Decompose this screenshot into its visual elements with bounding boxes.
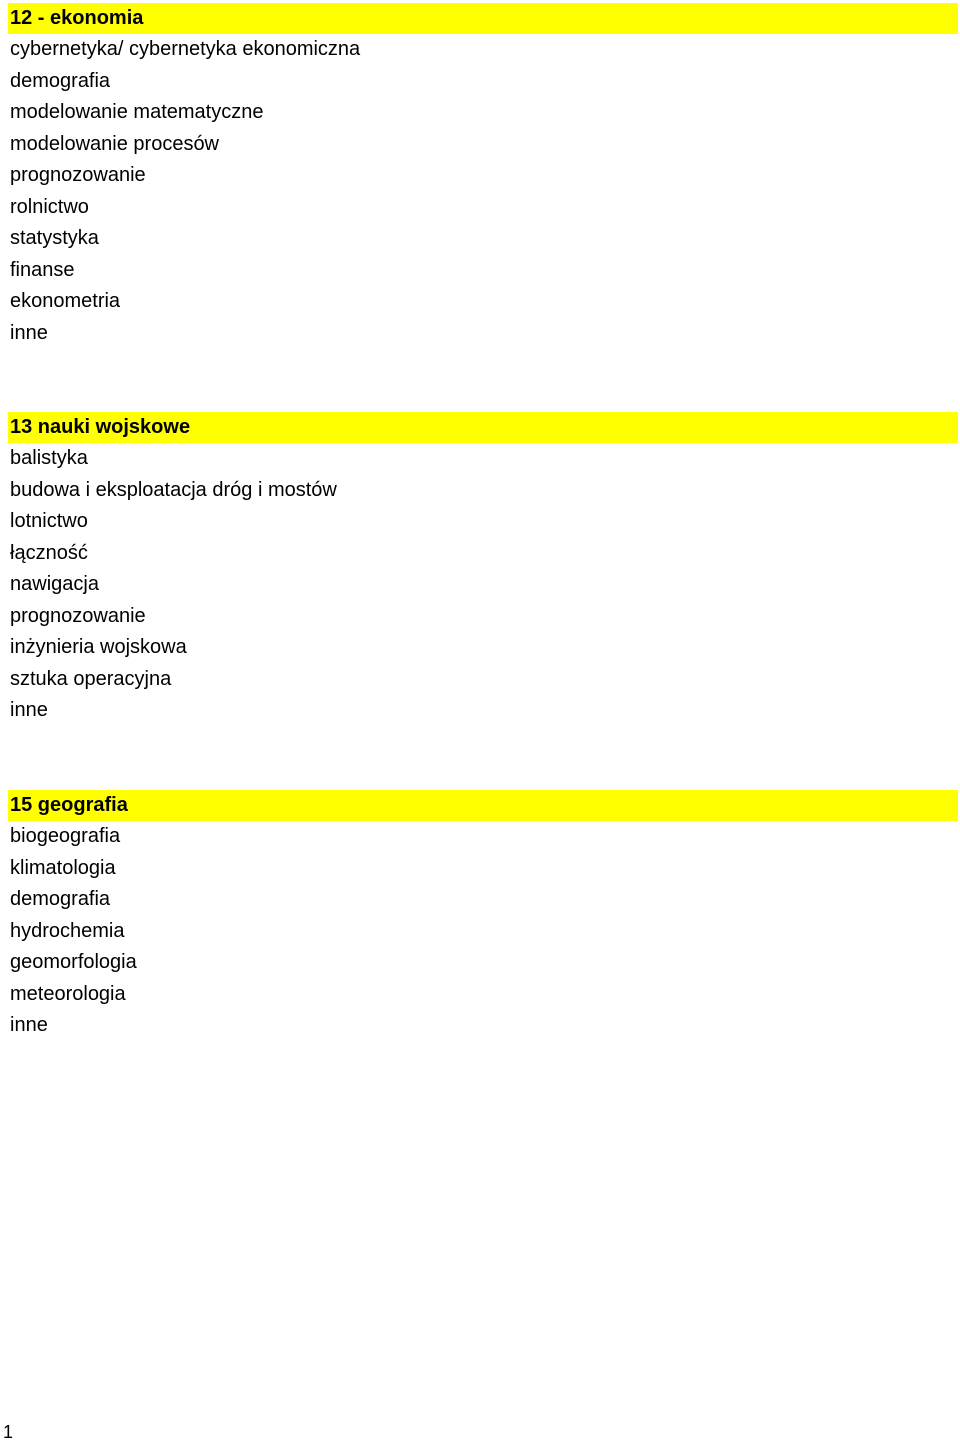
section-heading: 12 - ekonomia (8, 3, 958, 34)
list-item: nawigacja (10, 573, 99, 595)
list-item: inżynieria wojskowa (10, 636, 187, 658)
list-item: prognozowanie (10, 604, 146, 627)
list-item: rolnictwo (10, 195, 89, 218)
section-heading: 15 geografia (8, 790, 958, 821)
section-geografia (0, 790, 960, 1042)
page-number: 1 (3, 1422, 14, 1442)
list-item: meteorologia (10, 982, 126, 1005)
list-item: cybernetyka/ cybernetyka ekonomiczna (10, 38, 361, 60)
list-item: klimatologia (10, 856, 116, 879)
list-item: inne (10, 321, 48, 344)
list-item: ekonometria (10, 290, 121, 312)
list-item: geomorfologia (10, 951, 137, 973)
list-item: statystyka (10, 227, 99, 249)
list-item: inne (10, 699, 48, 721)
section-heading: 13 nauki wojskowe (8, 412, 958, 443)
list-item: biogeografia (10, 825, 121, 847)
list-item: modelowanie matematyczne (10, 101, 264, 123)
list-item: modelowanie procesów (10, 132, 220, 155)
list-item: demografia (10, 69, 111, 92)
list-item: łączność (10, 541, 88, 564)
section-nauki-wojskowe (0, 412, 960, 727)
list-item: lotnictwo (10, 510, 88, 532)
list-item: inne (10, 1014, 48, 1036)
list-item: finanse (10, 258, 75, 281)
list-item: prognozowanie (10, 164, 146, 186)
list-item: budowa i eksploatacja dróg i mostów (10, 478, 337, 501)
list-item: hydrochemia (10, 919, 125, 942)
section-ekonomia (0, 3, 960, 349)
list-item: sztuka operacyjna (10, 667, 172, 690)
list-item: balistyka (10, 447, 88, 469)
list-item: demografia (10, 888, 111, 910)
